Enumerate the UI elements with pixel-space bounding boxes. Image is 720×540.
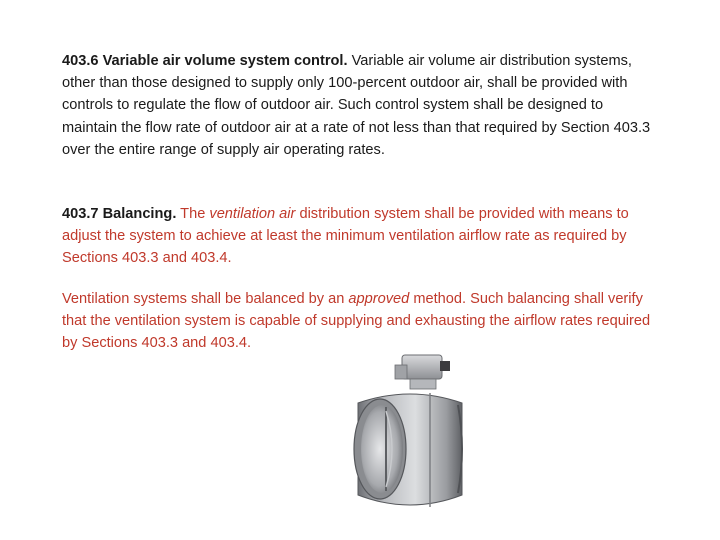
balancing-note-after: method. Such balancing shall verify that the ventilation system is capable of supplying and exhausting the airflow rates required by Sections 403.3 and 403.4. [62,291,651,352]
section-403-6-body: Variable air volume air distribution systems, other than those designed to supply only 100-percent outdoor air, shall be provided with controls to regulate the flow of outdoor air. Such control system shall be designed to maintain the flow rate of outdoor air at a rate of not less than that required by Section 403.3 over the entire range of supply air operating rates. [62,53,651,158]
section-403-6-paragraph [62,50,662,161]
ventilation-air-term: ventilation air [209,206,296,222]
section-403-7-body-before: The [180,206,206,222]
section-403-7-paragraph [62,203,662,270]
approved-term: approved [348,291,410,307]
balancing-note-before: Ventilation systems shall be balanced by an [62,291,345,307]
motorized-damper-icon [340,345,480,525]
section-403-7-heading: 403.7 Balancing. [62,206,177,222]
section-403-7-body-after: distribution system shall be provided with means to adjust the system to achieve at least the minimum ventilation airflow rate as required by Sections 403.3 and 403.4. [62,206,629,267]
section-403-6-heading: 403.6 Variable air volume system control. [62,53,348,69]
